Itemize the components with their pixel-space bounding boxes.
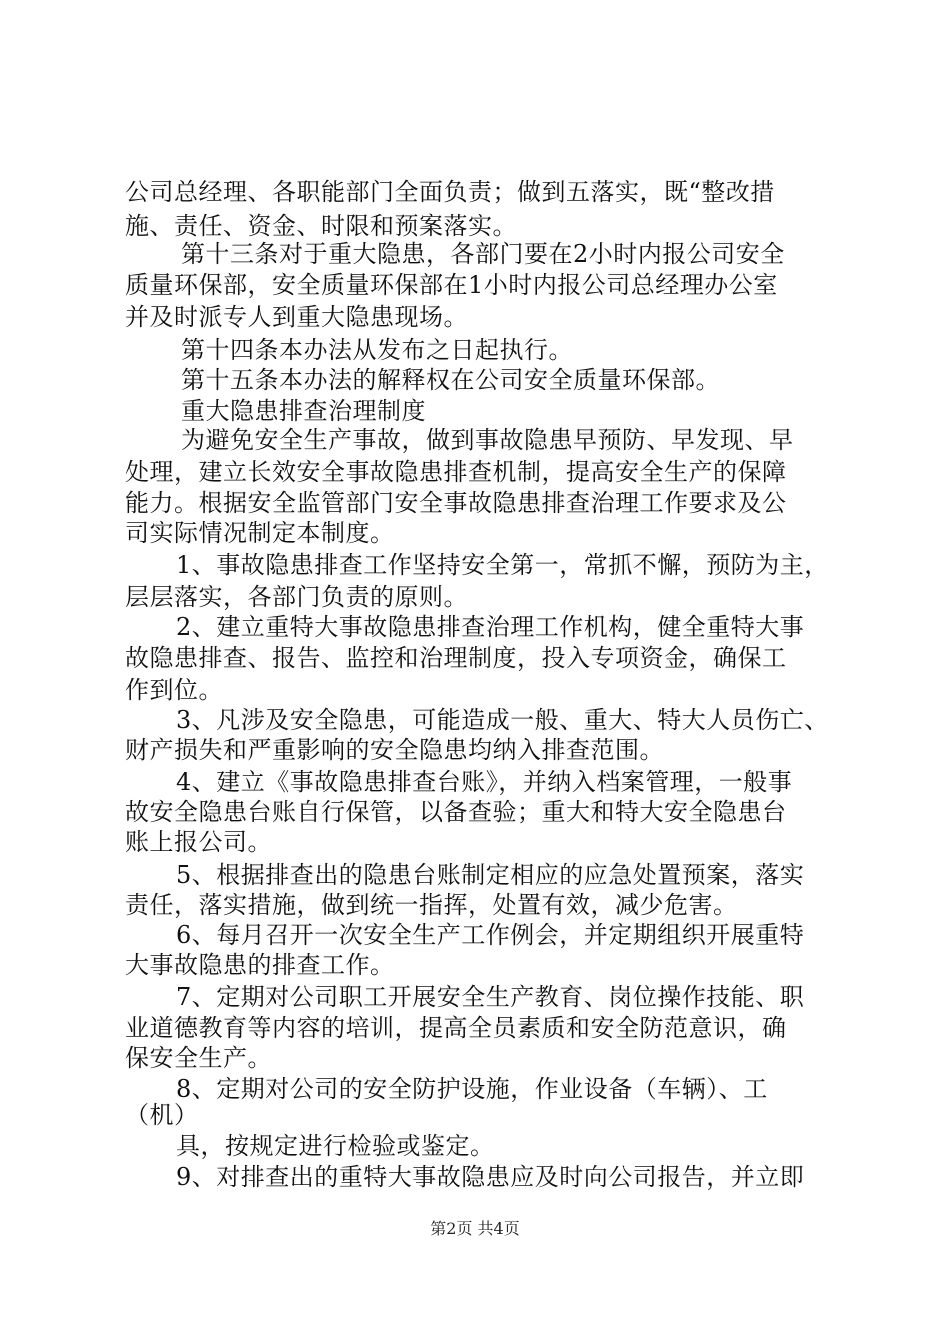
text-line: 账上报公司。 (125, 828, 272, 856)
text-line: 财产损失和严重影响的安全隐患均纳入排查范围。 (125, 736, 664, 764)
text-line: 3、凡涉及安全隐患，可能造成一般、重大、特大人员伤亡、 (176, 706, 829, 734)
text-line: 第十四条本办法从发布之日起执行。 (181, 336, 573, 364)
text-line: （机） (125, 1101, 199, 1129)
text-line: 作到位。 (125, 676, 223, 704)
text-line: 故隐患排查、报告、监控和治理制度，投入专项资金，确保工 (125, 644, 787, 672)
text-line: 4、建立《事故隐患排查台账》，并纳入档案管理，一般事 (176, 768, 793, 796)
text-line: 大事故隐患的排查工作。 (125, 951, 395, 979)
text-line: 具，按规定进行检验或鉴定。 (176, 1132, 495, 1160)
text-line: 质量环保部，安全质量环保部在1小时内报公司总经理办公室 (125, 271, 778, 299)
text-line: 保安全生产。 (125, 1044, 272, 1072)
text-line: 2、建立重特大事故隐患排查治理工作机构，健全重特大事 (176, 613, 805, 641)
text-line: 9、对排查出的重特大事故隐患应及时向公司报告，并立即 (176, 1163, 805, 1191)
text-line: 为避免安全生产事故，做到事故隐患早预防、早发现、早 (181, 426, 794, 454)
text-line: 第十五条本办法的解释权在公司安全质量环保部。 (181, 366, 720, 394)
text-line: 8、定期对公司的安全防护设施，作业设备（车辆）、工 (176, 1075, 768, 1103)
section-heading: 重大隐患排查治理制度 (181, 397, 426, 425)
text-line: 故安全隐患台账自行保管，以备查验；重大和特大安全隐患台 (125, 798, 787, 826)
text-line: 第十三条对于重大隐患，各部门要在2小时内报公司安全 (181, 240, 785, 268)
text-line: 并及时派专人到重大隐患现场。 (125, 303, 468, 331)
page-number-footer: 第2页 共4页 (430, 1219, 520, 1238)
text-line: 处理，建立长效安全事故隐患排查机制，提高安全生产的保障 (125, 458, 787, 486)
text-line: 公司总经理、各职能部门全面负责；做到五落实，既“整改措 (125, 178, 775, 206)
text-line: 5、根据排查出的隐患台账制定相应的应急处置预案，落实 (176, 861, 805, 889)
text-line: 1、事故隐患排查工作坚持安全第一，常抓不懈，预防为主， (176, 551, 829, 579)
text-line: 6、每月召开一次安全生产工作例会，并定期组织开展重特 (176, 921, 805, 949)
text-line: 司实际情况制定本制度。 (125, 519, 395, 547)
text-line: 责任，落实措施，做到统一指挥，处置有效，减少危害。 (125, 891, 738, 919)
text-line: 层层落实，各部门负责的原则。 (125, 583, 468, 611)
text-line: 7、定期对公司职工开展安全生产教育、岗位操作技能、职 (176, 983, 805, 1011)
text-line: 施、责任、资金、时限和预案落实。 (125, 212, 517, 240)
text-line: 能力。根据安全监管部门安全事故隐患排查治理工作要求及公 (125, 489, 787, 517)
text-line: 业道德教育等内容的培训，提高全员素质和安全防范意识，确 (125, 1014, 787, 1042)
